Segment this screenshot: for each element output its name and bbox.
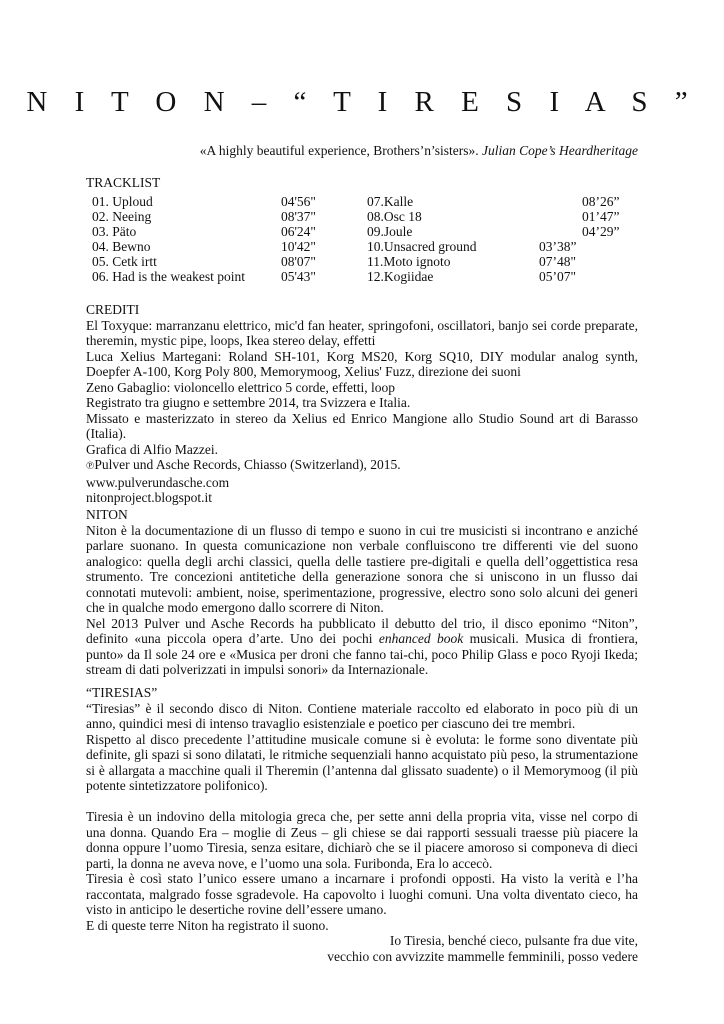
niton-paragraph <box>86 616 638 678</box>
credit-line: Missato e masterizzato in stereo da Xelius ed Enrico Mangione allo Studio Sound art di Barasso (Italia). <box>86 410 638 441</box>
quote-source: Julian Cope’s Heardheritage <box>482 143 638 158</box>
tiresias-paragraph: Tiresia è un indovino della mitologia greca che, per sette anni della propria vita, visse nel corpo di una donna. Quando Era – moglie di Zeus – gli chiese se dai rapporti sessuali traesse più piacere la donna oppure l’uomo Tiresia, senza esitare, dichiarò che se il piacere amoroso si componeva di dieci parti, la donna ne aveva nove, e l’uomo una sola. Furibonda, Era lo accecò. <box>86 809 638 871</box>
track-time: 07’48" <box>539 254 577 269</box>
press-quote <box>200 143 638 159</box>
track-time: 04’29” <box>582 224 620 239</box>
track-time: 05'43" <box>281 269 316 284</box>
document-title: N I T O N – “ T I R E S I A S ” <box>26 86 698 118</box>
track-time: 10'42" <box>281 239 316 254</box>
credit-link: www.pulverundasche.com <box>86 474 230 490</box>
track-name: 10.Unsacred ground <box>367 239 477 254</box>
tiresias-paragraph: Tiresia è così stato l’unico essere umano a incarnare i profondi opposti. Ha visto la verità e l’ha raccontata, malgrado fosse sgradevole. Ha capovolto i luoghi comuni. Una volta diventato cieco, ha visto in anticipo le desertiche rovine dell’essere umano. <box>86 871 638 917</box>
credit-line: Registrato tra giugno e settembre 2014, tra Svizzera e Italia. <box>86 395 411 410</box>
quote-text: «A highly beautiful experience, Brothers’n’sisters». <box>199 143 479 158</box>
verse-line: Io Tiresia, benché cieco, pulsante fra due vite, <box>389 933 638 948</box>
credit-link: nitonproject.blogspot.it <box>86 490 212 505</box>
niton-section <box>86 507 638 678</box>
phonogram-icon: ℗ <box>86 460 95 472</box>
track-time: 08’26” <box>582 194 620 209</box>
track-name: 01. Uploud <box>92 194 153 209</box>
track-name: 04. Bewno <box>92 239 151 254</box>
credit-line: Grafica di Alfio Mazzei. <box>86 441 218 457</box>
credit-line-label <box>86 457 638 475</box>
niton-heading: NITON <box>86 507 128 522</box>
tiresias-paragraph: E di queste terre Niton ha registrato il suono. <box>86 917 329 933</box>
track-name: 06. Had is the weakest point <box>92 269 245 284</box>
verse-line: vecchio con avvizzite mammelle femminili, posso vedere <box>327 948 638 964</box>
tiresias-heading: “TIRESIAS” <box>86 685 158 700</box>
niton-paragraph: Niton è la documentazione di un flusso di tempo e suono in cui tre musicisti si incontrano e anziché parlare suonano. In questa comunicazione non verbale confluiscono tre differenti vie del suono analogico: quella degli archi classici, quella delle tastiere pre-digitali e quella dell’oggettistica resa strumento. Tre concezioni antitetiche della generazione sonora che si uniscono in un flusso dai connotati mutevoli: ambient, noise, sperimentazione, progressive, electro sono solo alcuni dei generi che in qualche modo emergono dallo scorrere di Niton. <box>86 522 638 615</box>
tracklist-heading: TRACKLIST <box>86 175 161 190</box>
track-name: 03. Päto <box>92 224 137 239</box>
track-time: 08'37" <box>281 209 316 224</box>
credit-line: Pulver und Asche Records, Chiasso (Switzerland), 2015. <box>94 457 401 472</box>
track-time: 04'56" <box>281 194 316 209</box>
track-name: 05. Cetk irtt <box>92 254 157 269</box>
credits-heading: CREDITI <box>86 302 140 317</box>
credit-line: El Toxyque: marranzanu elettrico, mic'd fan heater, springofoni, oscillatori, banjo sei corde preparate, theremin, mystic pipe, loops, Ikea stereo delay, effetti <box>86 317 638 348</box>
track-time: 06'24" <box>281 224 316 239</box>
spacer <box>86 794 638 810</box>
track-name: 11.Moto ignoto <box>367 254 451 269</box>
track-name: 12.Kogiidae <box>367 269 434 284</box>
niton-text: Nel 2013 Pulver und Asche Records ha pubblicato il debutto del trio, il disco eponimo “Niton”, definito «una piccola opera d’arte. Uno dei pochi <box>86 615 638 646</box>
tiresias-section <box>86 685 638 964</box>
credits-section <box>86 302 638 506</box>
track-name: 09.Joule <box>367 224 413 239</box>
track-name: 02. Neeing <box>92 209 152 224</box>
credit-line: Zeno Gabaglio: violoncello elettrico 5 corde, effetti, loop <box>86 379 396 395</box>
track-name: 08.Osc 18 <box>367 209 422 224</box>
niton-emphasis: enhanced book <box>378 631 464 646</box>
track-time: 01’47” <box>582 209 620 224</box>
track-name: 07.Kalle <box>367 194 414 209</box>
track-time: 08'07" <box>281 254 316 269</box>
niton-text: musicali. Musica di frontiera, punto» da Il sole 24 ore e «Musica per droni che fanno tai-chi, poco Philip Glass e poco Ryoji Ikeda; stream di dati polverizzati in impulsi sonori» da Internazionale. <box>86 631 638 677</box>
track-time: 05’07" <box>539 269 577 284</box>
tiresias-paragraph: “Tiresias” è il secondo disco di Niton. Contiene materiale raccolto ed elaborato in poco più di un anno, quindici mesi di intenso travaglio esistenziale e poetico per ciascuno dei tre membri. <box>86 700 638 731</box>
credit-line: Luca Xelius Martegani: Roland SH-101, Korg MS20, Korg SQ10, DIY modular analog synth, Doepfer A-100, Korg Poly 800, Memorymoog, Xelius' Fuzz, direzione dei suoni <box>86 348 638 379</box>
tiresias-paragraph: Rispetto al disco precedente l’attitudine musicale comune si è evoluta: le forme sono diventate più definite, gli spazi si sono dilatati, le ritmiche sequenziali hanno acquistato più peso, la strumentazione si è allargata a macchine quali il Theremin (l’antenna dal glissato suadente) o il Memorymoog (il più potente sintetizzatore polifonico). <box>86 731 638 793</box>
track-time: 03’38” <box>539 239 577 254</box>
